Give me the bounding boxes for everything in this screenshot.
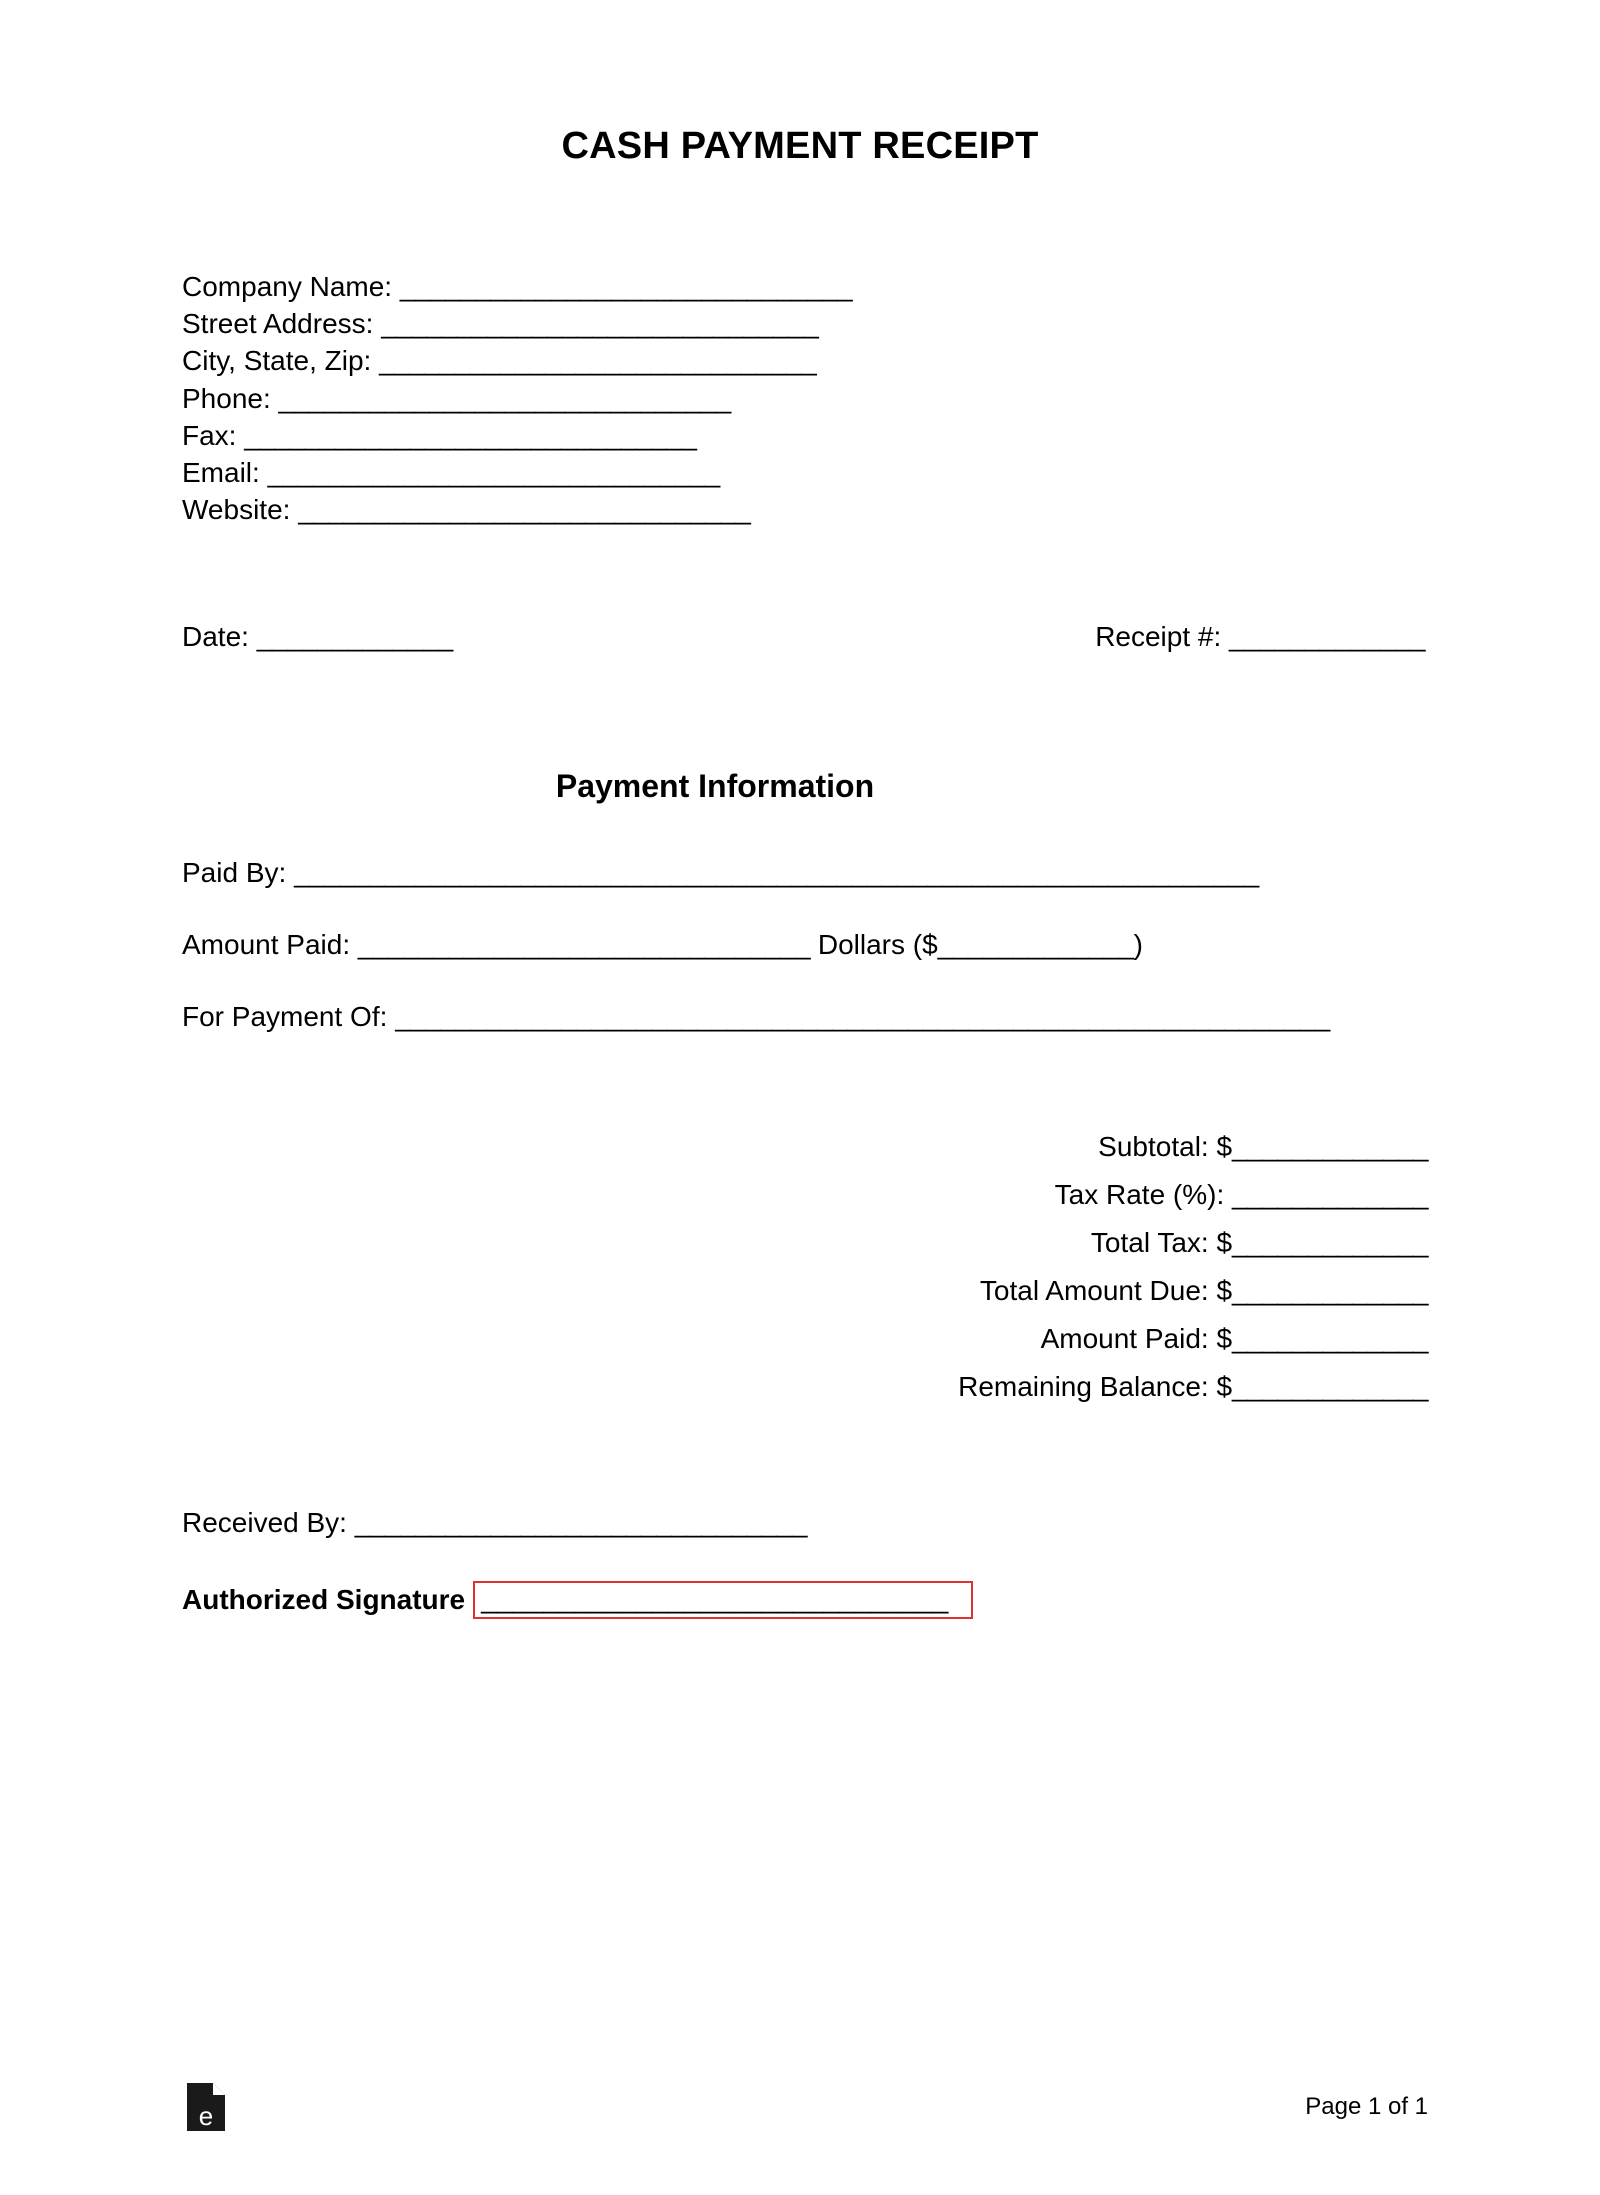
field-amount-paid-total-label: Amount Paid: $: [1040, 1323, 1233, 1355]
company-info-block: [182, 268, 1600, 529]
payment-information-heading: Payment Information: [555, 767, 875, 804]
field-remaining-balance: [0, 1363, 1428, 1411]
field-total-tax: [0, 1219, 1428, 1267]
field-received-by-input[interactable]: ______________________________: [354, 1506, 807, 1538]
field-fax-input[interactable]: ______________________________: [244, 419, 697, 451]
field-amount-paid-numeric-input[interactable]: _____________: [937, 928, 1134, 960]
field-subtotal-input[interactable]: _____________: [1232, 1130, 1428, 1162]
field-amount-paid-words: [182, 929, 1600, 961]
field-amount-paid-total: [0, 1315, 1428, 1363]
field-subtotal: [0, 1123, 1428, 1171]
page-footer: [0, 2073, 1600, 2133]
field-phone-input[interactable]: ______________________________: [278, 382, 731, 414]
field-total-amount-due: [0, 1267, 1428, 1315]
field-paid-by-input[interactable]: ________________________________________________________________: [294, 856, 1259, 888]
field-total-amount-due-input[interactable]: _____________: [1232, 1275, 1428, 1307]
field-street-address: [182, 305, 1600, 342]
field-city-state-zip: [182, 342, 1600, 379]
field-tax-rate-label: Tax Rate (%):: [1054, 1178, 1233, 1210]
receipt-page: [0, 125, 1600, 2195]
field-fax: [182, 417, 1600, 454]
authorized-signature-row: [182, 1581, 1600, 1620]
field-amount-paid-words-label: Amount Paid:: [182, 928, 351, 960]
field-email-input[interactable]: ______________________________: [267, 457, 720, 489]
field-city-state-zip-label: City, State, Zip:: [182, 345, 372, 377]
field-date: [182, 621, 453, 653]
field-for-payment-of-label: For Payment Of:: [182, 1000, 388, 1032]
field-tax-rate-input[interactable]: _____________: [1232, 1178, 1428, 1210]
field-company-name-label: Company Name:: [182, 271, 393, 302]
field-subtotal-label: Subtotal: $: [1098, 1130, 1233, 1162]
field-receipt-number: [1095, 621, 1425, 653]
page-title: CASH PAYMENT RECEIPT: [561, 125, 1039, 167]
field-email-label: Email:: [182, 457, 260, 489]
field-date-label: Date:: [182, 620, 249, 652]
field-website-input[interactable]: ______________________________: [298, 494, 751, 526]
field-fax-label: Fax:: [182, 419, 237, 451]
field-total-tax-input[interactable]: _____________: [1232, 1226, 1428, 1258]
field-date-input[interactable]: _____________: [256, 620, 453, 652]
field-phone-label: Phone:: [182, 382, 271, 414]
field-phone: [182, 380, 1600, 417]
field-received-by-label: Received By:: [182, 1506, 347, 1538]
field-for-payment-of-input[interactable]: ______________________________________________________________: [395, 1000, 1330, 1032]
field-paid-by: [182, 857, 1600, 889]
dollars-close-paren: ): [1133, 928, 1143, 960]
dollars-text: Dollars ($: [817, 928, 938, 960]
authorized-signature-input[interactable]: ______________________________: [473, 1581, 973, 1620]
field-remaining-balance-label: Remaining Balance: $: [958, 1371, 1233, 1403]
field-tax-rate: [0, 1171, 1428, 1219]
field-amount-paid-total-input[interactable]: _____________: [1232, 1323, 1428, 1355]
field-for-payment-of: [182, 1001, 1600, 1033]
field-receipt-number-label: Receipt #:: [1095, 620, 1222, 652]
field-paid-by-label: Paid By:: [182, 856, 287, 888]
field-remaining-balance-input[interactable]: _____________: [1232, 1371, 1428, 1403]
field-company-name-input[interactable]: ______________________________: [399, 271, 853, 302]
eforms-logo-icon: [185, 2081, 227, 2133]
field-city-state-zip-input[interactable]: _____________________________: [379, 345, 817, 377]
field-street-address-label: Street Address:: [182, 308, 374, 340]
svg-text:e: e: [198, 2101, 214, 2131]
field-received-by: [182, 1507, 1600, 1539]
field-email: [182, 454, 1600, 491]
field-website: [182, 491, 1600, 528]
field-total-tax-label: Total Tax: $: [1090, 1226, 1233, 1258]
payment-fields-block: [182, 857, 1600, 1033]
field-company-name: [182, 268, 1600, 305]
field-receipt-number-input[interactable]: _____________: [1229, 620, 1425, 652]
field-total-amount-due-label: Total Amount Due: $: [979, 1275, 1233, 1307]
authorized-signature-label: Authorized Signature: [182, 1583, 466, 1615]
date-receipt-row: [182, 621, 1425, 653]
field-amount-paid-words-input[interactable]: ______________________________: [357, 928, 811, 960]
field-street-address-input[interactable]: _____________________________: [381, 308, 819, 340]
totals-block: [0, 1123, 1428, 1412]
page-number: Page 1 of 1: [1305, 2093, 1428, 2120]
field-website-label: Website:: [182, 494, 291, 526]
